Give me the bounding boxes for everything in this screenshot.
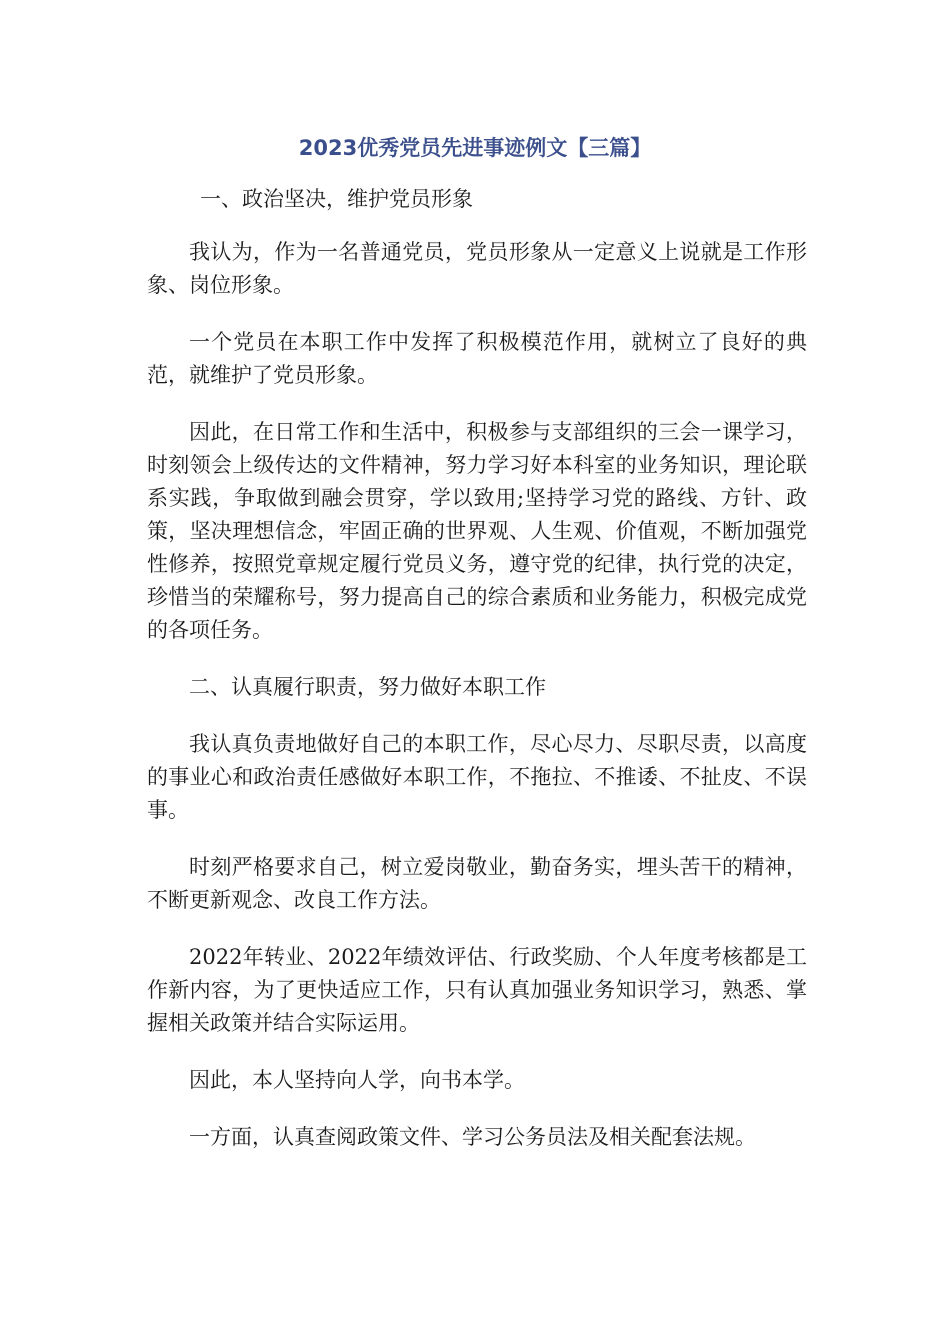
paragraph: 一方面，认真查阅政策文件、学习公务员法及相关配套法规。 (189, 1125, 756, 1149)
document-title: 2023优秀党员先进事迹例文【三篇】 (298, 136, 652, 160)
section-heading: 一、政治坚决，维护党员形象 (200, 187, 473, 211)
document-body (147, 183, 807, 1154)
paragraph: 2022年转业、2022年绩效评估、行政奖励、个人年度考核都是工作新内容，为了更快适应工作，只有认真加强业务知识学习，熟悉、掌握相关政策并结合实际运用。 (147, 945, 807, 1035)
paragraph: 时刻严格要求自己，树立爱岗敬业，勤奋务实，埋头苦干的精神，不断更新观念、改良工作方法。 (147, 855, 807, 912)
paragraph: 因此，在日常工作和生活中，积极参与支部组织的三会一课学习，时刻领会上级传达的文件精神，努力学习好本科室的业务知识，理论联系实践，争取做到融会贯穿，学以致用;坚持学习党的路线、方针、政策，坚决理想信念，牢固正确的世界观、人生观、价值观，不断加强党性修养，按照党章规定履行党员义务，遵守党的纪律，执行党的决定，珍惜当的荣耀称号，努力提高自己的综合素质和业务能力，积极完成党的各项任务。 (147, 420, 807, 642)
paragraph: 我认真负责地做好自己的本职工作，尽心尽力、尽职尽责，以高度的事业心和政治责任感做好本职工作，不拖拉、不推诿、不扯皮、不误事。 (147, 732, 807, 822)
paragraph: 因此，本人坚持向人学，向书本学。 (189, 1068, 525, 1092)
paragraph: 我认为，作为一名普通党员，党员形象从一定意义上说就是工作形象、岗位形象。 (147, 240, 807, 297)
section-heading: 二、认真履行职责，努力做好本职工作 (189, 675, 546, 699)
paragraph: 一个党员在本职工作中发挥了积极模范作用，就树立了良好的典范，就维护了党员形象。 (147, 330, 807, 387)
